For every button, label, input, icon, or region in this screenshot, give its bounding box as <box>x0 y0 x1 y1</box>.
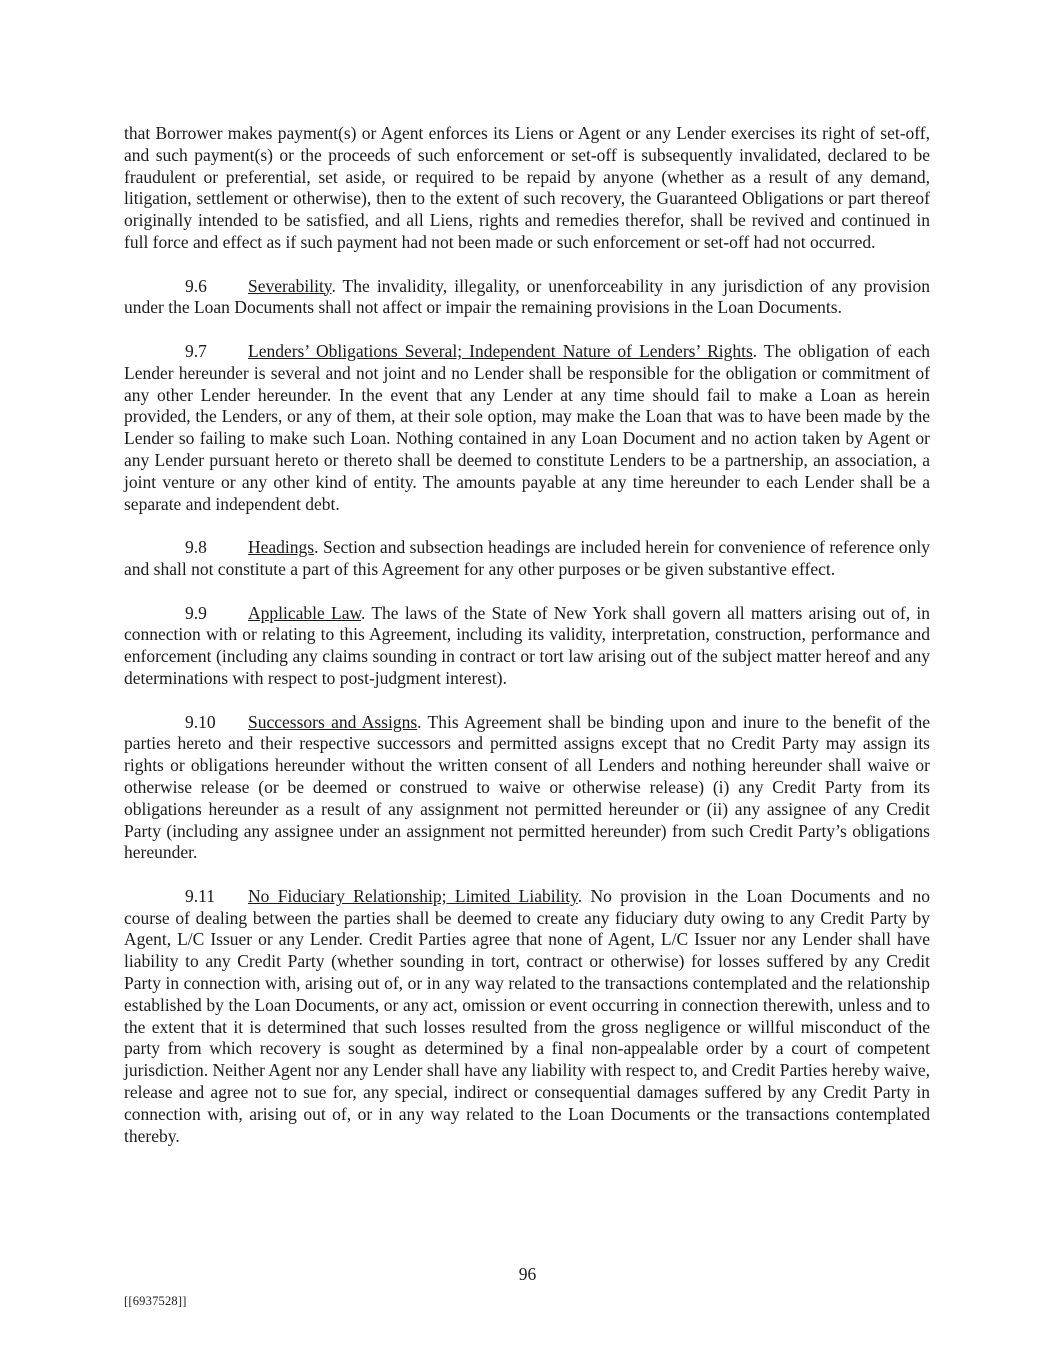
section-heading: Successors and Assigns <box>248 711 418 732</box>
section-9-9 <box>124 603 930 690</box>
section-body: . No provision in the Loan Documents and no course of dealing between the parties shall be deemed to create any fiduciary duty owing to any Credit Party by Agent, L/C Issuer or any Lender. Credit Parties agree that none of Agent, L/C Issuer nor any Lender shall have liability to any Credit Party (whether sounding in tort, contract or otherwise) for losses suffered by any Credit Party in connection with, arising out of, or in any way related to the transactions contemplated and the relationship established by the Loan Documents, or any act, omission or event occurring in connection therewith, unless and to the extent that it is determined that such losses resulted from the gross negligence or willful misconduct of the party from which recovery is sought as determined by a final non-appealable order by a court of competent jurisdiction. Neither Agent nor any Lender shall have any liability with respect to, and Credit Parties hereby waive, release and agree not to sue for, any special, indirect or consequential damages suffered by any Credit Party in connection with, arising out of, or in any way related to the Loan Documents or the transactions contemplated thereby. <box>124 885 930 1146</box>
section-body: . Section and subsection headings are included herein for convenience of reference only and shall not constitute a part of this Agreement for any other purposes or be given substantive effect. <box>124 537 930 579</box>
section-body: . The laws of the State of New York shall govern all matters arising out of, in connection with or relating to this Agreement, including its validity, interpretation, construction, performance and enforcement (including any claims sounding in contract or tort law arising out of the subject matter hereof and any determinations with respect to post-judgment interest). <box>124 602 930 688</box>
page-number: 96 <box>518 1264 537 1284</box>
section-body: . This Agreement shall be binding upon and inure to the benefit of the parties hereto and their respective successors and permitted assigns except that no Credit Party may assign its rights or obligations hereunder without the written consent of all Lenders and nothing hereunder shall waive or otherwise release (or be deemed or construed to waive or otherwise release) (i) any Credit Party from its obligations hereunder as a result of any assignment not permitted hereunder or (ii) any assignee of any Credit Party (including any assignee under an assignment not permitted hereunder) from such Credit Party’s obligations hereunder. <box>124 711 930 863</box>
section-body: . The obligation of each Lender hereunder is several and not joint and no Lender shall be responsible for the obligation or commitment of any other Lender hereunder. In the event that any Lender at any time should fail to make a Loan as herein provided, the Lenders, or any of them, at their sole option, may make the Loan that was to have been made by the Lender so failing to make such Loan. Nothing contained in any Loan Document and no action taken by Agent or any Lender pursuant hereto or thereto shall be deemed to constitute Lenders to be a partnership, an association, a joint venture or any other kind of entity. The amounts payable at any time hereunder to each Lender shall be a separate and independent debt. <box>124 340 930 514</box>
section-9-7 <box>124 341 930 515</box>
section-heading: Lenders’ Obligations Several; Independent Nature of Lenders’ Rights <box>248 340 753 361</box>
section-9-6 <box>124 276 930 320</box>
section-number: 9.11 <box>185 885 215 906</box>
section-9-10 <box>124 712 930 865</box>
section-body: . The invalidity, illegality, or unenforceability in any jurisdiction of any provision under the Loan Documents shall not affect or impair the remaining provisions in the Loan Documents. <box>124 275 930 318</box>
section-heading: No Fiduciary Relationship; Limited Liability <box>248 885 578 906</box>
section-heading: Severability <box>248 275 332 296</box>
section-number: 9.7 <box>185 340 207 361</box>
section-number: 9.8 <box>185 537 207 558</box>
section-9-11 <box>124 886 930 1148</box>
section-heading: Applicable Law <box>248 602 362 623</box>
section-number: 9.6 <box>185 275 207 296</box>
document-content <box>124 123 930 1169</box>
section-9-8 <box>124 537 930 581</box>
section-number: 9.9 <box>185 602 207 623</box>
document-id-stamp: [[6937528]] <box>124 1294 187 1308</box>
section-heading: Headings <box>248 537 315 558</box>
continuation-paragraph: that Borrower makes payment(s) or Agent enforces its Liens or Agent or any Lender exercises its right of set-off, and such payment(s) or the proceeds of such enforcement or set-off is subsequently invalidated, declared to be fraudulent or preferential, set aside, or required to be repaid by anyone (whether as a result of any demand, litigation, settlement or otherwise), then to the extent of such recovery, the Guaranteed Obligations or part thereof originally intended to be satisfied, and all Liens, rights and remedies therefor, shall be revived and continued in full force and effect as if such payment had not been made or such enforcement or set-off had not occurred. <box>124 123 930 252</box>
section-number: 9.10 <box>185 711 216 732</box>
